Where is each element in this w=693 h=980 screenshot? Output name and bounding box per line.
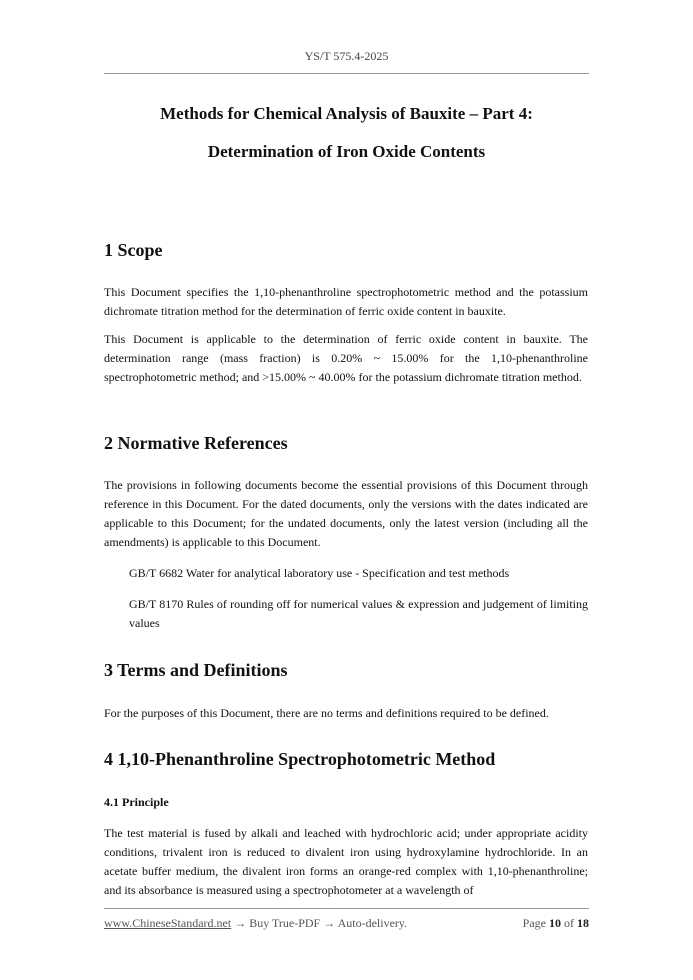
scope-paragraph-1: This Document specifies the 1,10-phenanthroline spectrophotometric method and the potassium dichromate titration method for the determination of ferric oxide content in bauxite. bbox=[104, 285, 588, 318]
page-current: 10 bbox=[549, 916, 561, 930]
document-title-line2: Determination of Iron Oxide Contents bbox=[207, 142, 486, 161]
reference-item-gbt6682: GB/T 6682 Water for analytical laboratory use - Specification and test methods bbox=[129, 566, 510, 580]
principle-paragraph: The test material is fused by alkali and leached with hydrochloric acid; under appropriate acidity conditions, trivalent iron is reduced to divalent iron using hydroxylamine hydrochloride. In an acetate buffer medium, the divalent iron forms an orange-red complex with 1,10-phenanthroline; and its absorbance is measured using a spectrophotometer at a wavelength of bbox=[104, 826, 588, 897]
page-total: 18 bbox=[577, 916, 589, 930]
document-code-header: YS/T 575.4-2025 bbox=[304, 49, 389, 63]
of-label: of bbox=[564, 916, 574, 930]
page-label: Page bbox=[522, 916, 546, 930]
footer-promo bbox=[104, 916, 407, 931]
arrow-icon: → bbox=[323, 916, 336, 930]
site-link[interactable]: www.ChineseStandard.net bbox=[104, 916, 232, 930]
footer-divider bbox=[104, 908, 589, 909]
section-heading-references: 2 Normative References bbox=[104, 433, 288, 453]
page-number bbox=[523, 916, 589, 931]
section-heading-scope: 1 Scope bbox=[104, 240, 163, 260]
subsection-heading-principle: 4.1 Principle bbox=[104, 795, 169, 809]
document-title-line1: Methods for Chemical Analysis of Bauxite – Part 4: bbox=[160, 104, 533, 123]
section-heading-terms: 3 Terms and Definitions bbox=[104, 660, 288, 680]
header-divider bbox=[104, 73, 589, 74]
terms-paragraph: For the purposes of this Document, there are no terms and definitions required to be defined. bbox=[104, 706, 549, 720]
delivery-text: Auto-delivery. bbox=[337, 916, 408, 930]
arrow-icon: → bbox=[234, 916, 247, 930]
references-paragraph: The provisions in following documents become the essential provisions of this Document through reference in this Document. For the dated documents, only the versions with the dates indicated are applicable to this Document; for the undated documents, only the latest version (including all the amendments) is applicable to this Document. bbox=[104, 478, 588, 549]
section-heading-method: 4 1,10-Phenanthroline Spectrophotometric Method bbox=[104, 749, 496, 769]
buy-text: Buy True-PDF bbox=[249, 916, 321, 930]
scope-paragraph-2: This Document is applicable to the determination of ferric oxide content in bauxite. The determination range (mass fraction) is 0.20% ~ 15.00% for the 1,10-phenanthroline spectrophotometric method; and >15.00% ~ 40.00% for the potassium dichromate titration method. bbox=[104, 332, 588, 384]
reference-item-gbt8170: GB/T 8170 Rules of rounding off for numerical values & expression and judgement of limiting values bbox=[129, 597, 588, 630]
